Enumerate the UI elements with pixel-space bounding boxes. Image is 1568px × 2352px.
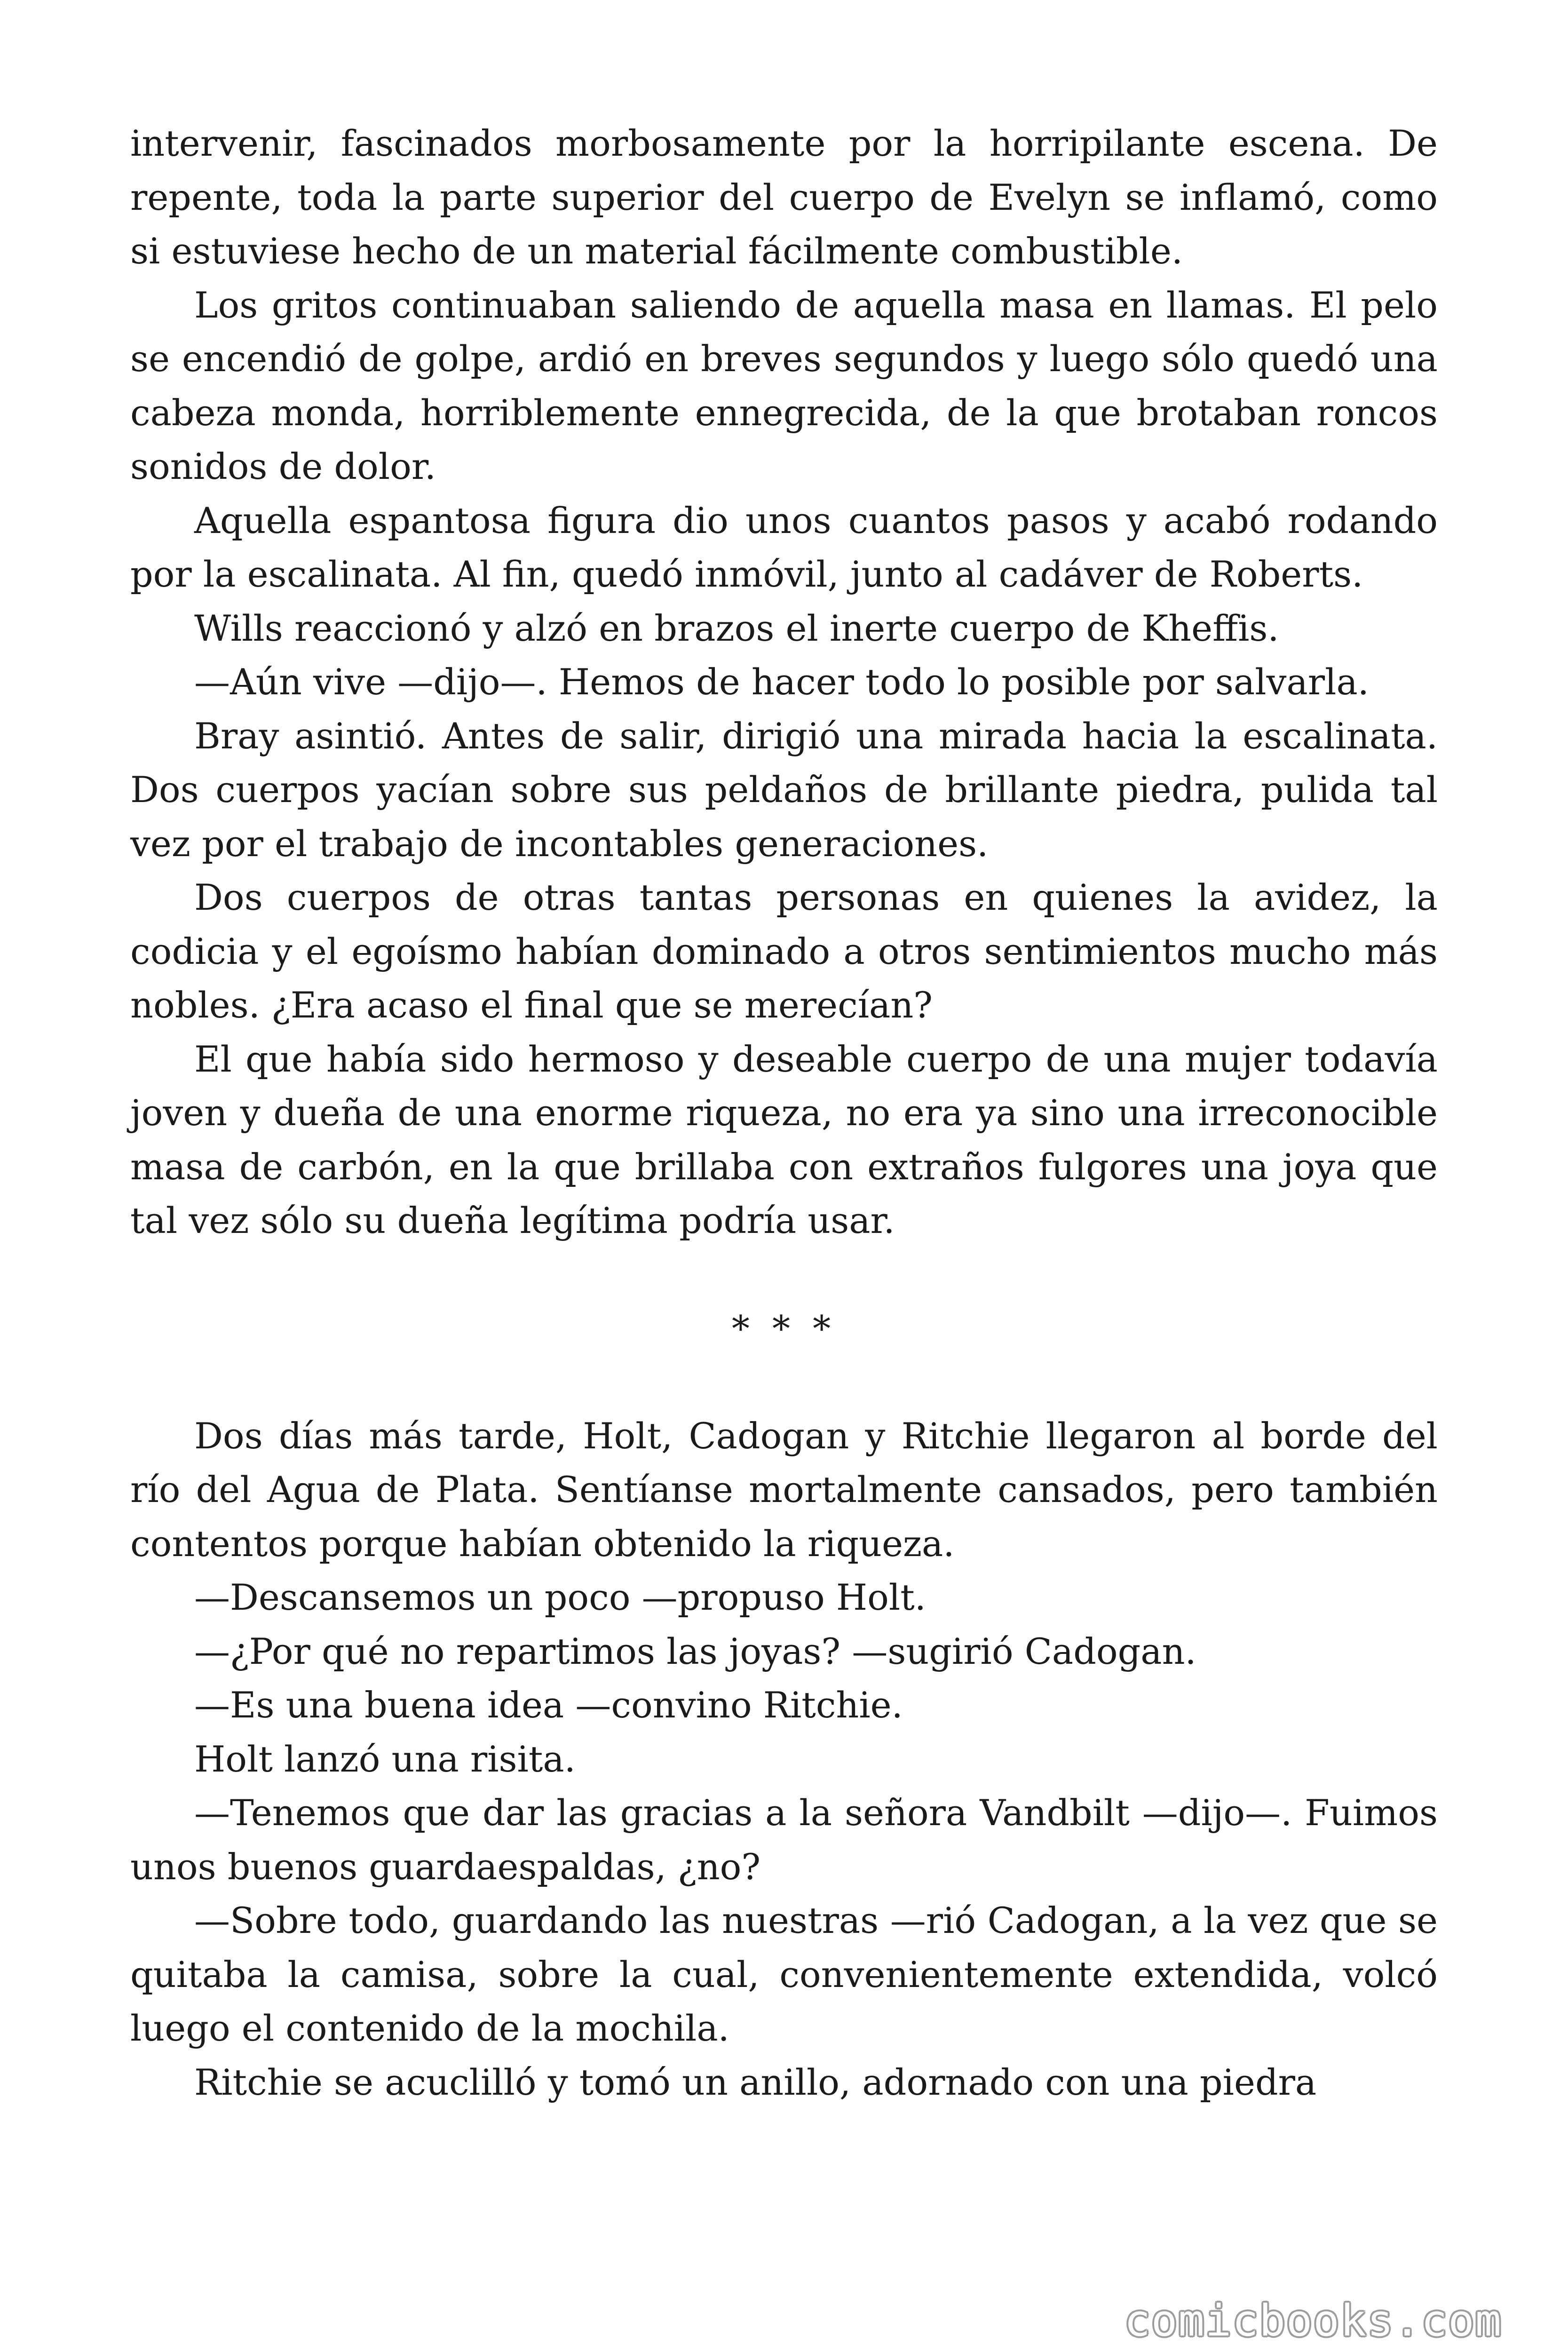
paragraph: —Es una buena idea —convino Ritchie. — [194, 1684, 903, 1726]
paragraph: —Sobre todo, guardando las nuestras —rió Cadogan, a la vez que se quitaba la camisa, sobre la cual, convenientemente extendida, volcó luego el contenido de la mochila. — [130, 1899, 1438, 2049]
paragraph: —Tenemos que dar las gracias a la señora Vandbilt —dijo—. Fuimos unos buenos guardaespaldas, ¿no? — [130, 1792, 1438, 1888]
paragraph: intervenir, fascinados morbosamente por la horripilante escena. De repente, toda la parte superior del cuerpo de Evelyn se inflamó, como si estuviese hecho de un material fácilmente combustible. — [130, 122, 1438, 272]
watermark: comicbooks.com — [1124, 2296, 1502, 2346]
paragraph: —Descansemos un poco —propuso Holt. — [194, 1576, 926, 1618]
paragraph: Ritchie se acuclilló y tomó un anillo, adornado con una piedra — [194, 2061, 1317, 2103]
paragraph: Dos cuerpos de otras tantas personas en quienes la avidez, la codicia y el egoísmo habían dominado a otros sentimientos mucho más nobles. ¿Era acaso el final que se merecían? — [130, 876, 1438, 1026]
paragraph: —Aún vive —dijo—. Hemos de hacer todo lo posible por salvarla. — [194, 661, 1369, 703]
paragraph: Aquella espantosa figura dio unos cuantos pasos y acabó rodando por la escalinata. Al fin, quedó inmóvil, junto al cadáver de Roberts. — [130, 499, 1438, 595]
paragraph: Bray asintió. Antes de salir, dirigió una mirada hacia la escalinata. Dos cuerpos yacían sobre sus peldaños de brillante piedra, pulida tal vez por el trabajo de incontables generaciones. — [130, 715, 1438, 865]
paragraph: El que había sido hermoso y deseable cuerpo de una mujer todavía joven y dueña de una enorme riqueza, no era ya sino una irreconocible masa de carbón, en la que brillaba con extraños fulgores una joya que tal vez sólo su dueña legítima podría usar. — [130, 1038, 1438, 1241]
paragraph: Wills reaccionó y alzó en brazos el inerte cuerpo de Kheffis. — [194, 607, 1279, 649]
paragraph: —¿Por qué no repartimos las joyas? —sugirió Cadogan. — [194, 1630, 1196, 1672]
paragraph: Dos días más tarde, Holt, Cadogan y Ritchie llegaron al borde del río del Agua de Plata. Sentíanse mortalmente cansados, pero también contentos porque habían obtenido la riqueza. — [130, 1414, 1438, 1565]
scene-break-separator: * * * — [731, 1307, 837, 1350]
paragraph: Los gritos continuaban saliendo de aquella masa en llamas. El pelo se encendió de golpe, ardió en breves segundos y luego sólo quedó una cabeza monda, horriblemente ennegrecida, de la que brotaban roncos sonidos de dolor. — [130, 284, 1438, 487]
paragraph: Holt lanzó una risita. — [194, 1738, 576, 1780]
book-page — [130, 117, 1438, 2109]
